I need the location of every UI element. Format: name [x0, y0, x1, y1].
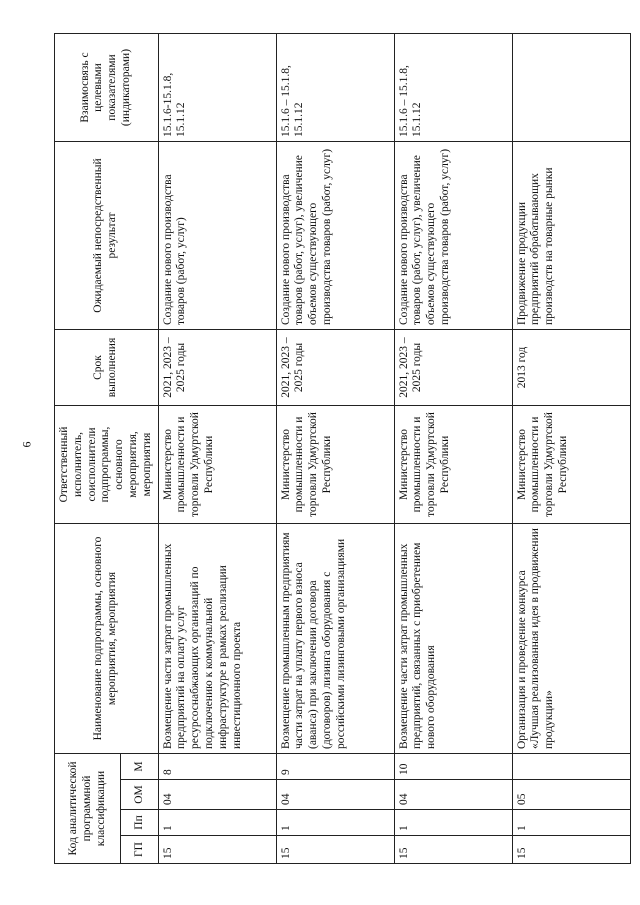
- cell-executor: Министерство промышленности и торговли Удмуртской Республики: [394, 406, 512, 524]
- cell-m: 10: [394, 754, 512, 780]
- cell-result: Продвижение продукции предприятий обрабатывающих производств на товарные рынки: [512, 142, 630, 330]
- rotated-page-content: [54, 34, 607, 864]
- cell-link: [512, 34, 630, 142]
- cell-term: 2021, 2023 – 2025 годы: [394, 330, 512, 406]
- cell-gp: 15: [158, 836, 276, 864]
- header-m: М: [121, 754, 158, 780]
- cell-term: 2021, 2023 – 2025 годы: [158, 330, 276, 406]
- cell-pp: 1: [276, 810, 394, 836]
- cell-om: 04: [276, 780, 394, 810]
- cell-executor: Министерство промышленности и торговли Удмуртской Республики: [512, 406, 630, 524]
- header-result: Ожидаемый непосредственный результат: [55, 142, 159, 330]
- cell-executor: Министерство промышленности и торговли Удмуртской Республики: [276, 406, 394, 524]
- cell-om: 04: [394, 780, 512, 810]
- header-term: Срок выполнения: [55, 330, 159, 406]
- program-activities-table: [54, 33, 631, 864]
- cell-name: Возмещение части затрат промышленных предприятий на оплату услуг ресурсоснабжающих организаций по подключению к коммунальной инфраструктуре в рамках реализации инвестиционного проекта: [158, 524, 276, 754]
- cell-pp: 1: [512, 810, 630, 836]
- cell-executor: Министерство промышленности и торговли Удмуртской Республики: [158, 406, 276, 524]
- header-gp: ГП: [121, 836, 158, 864]
- cell-om: 05: [512, 780, 630, 810]
- page-number: 6: [19, 441, 34, 448]
- cell-link: 15.1.6-15.1.8, 15.1.12: [158, 34, 276, 142]
- cell-name: Возмещение части затрат промышленных предприятий, связанных с приобретением нового оборудования: [394, 524, 512, 754]
- table-row: [394, 34, 512, 864]
- cell-link: 15.1.6 – 15.1.8, 15.1.12: [276, 34, 394, 142]
- cell-result: Создание нового производства товаров (работ, услуг), увеличение объемов существующего производства товаров (работ, услуг): [276, 142, 394, 330]
- cell-name: Возмещение промышленным предприятиям части затрат на уплату первого взноса (аванса) при заключении договора (договоров) лизинга оборудования с российскими лизинговыми организациями: [276, 524, 394, 754]
- header-link: Взаимосвязь с целевыми показателями (индикаторами): [55, 34, 159, 142]
- cell-link: 15.1.6 – 15.1.8, 15.1.12: [394, 34, 512, 142]
- cell-result: Создание нового производства товаров (работ, услуг): [158, 142, 276, 330]
- header-name: Наименование подпрограммы, основного мероприятия, мероприятия: [55, 524, 159, 754]
- cell-name: Организация и проведение конкурса «Лучшая реализованная идея в продвижении продукции»: [512, 524, 630, 754]
- table-row: [512, 34, 630, 864]
- cell-gp: 15: [512, 836, 630, 864]
- cell-pp: 1: [394, 810, 512, 836]
- cell-gp: 15: [276, 836, 394, 864]
- header-code-group: Код аналитической программной классификации: [55, 754, 121, 864]
- table-row: [276, 34, 394, 864]
- cell-result: Создание нового производства товаров (работ, услуг), увеличение объемов существующего производства товаров (работ, услуг): [394, 142, 512, 330]
- cell-term: 2013 год: [512, 330, 630, 406]
- cell-m: 8: [158, 754, 276, 780]
- header-om: ОМ: [121, 780, 158, 810]
- cell-pp: 1: [158, 810, 276, 836]
- table-row: [158, 34, 276, 864]
- cell-gp: 15: [394, 836, 512, 864]
- header-pp: Пп: [121, 810, 158, 836]
- cell-m: 9: [276, 754, 394, 780]
- cell-term: 2021, 2023 – 2025 годы: [276, 330, 394, 406]
- cell-om: 04: [158, 780, 276, 810]
- cell-m: [512, 754, 630, 780]
- header-executor: Ответственный исполнитель, соисполнители подпрограммы, основного мероприятия, мероприятия: [55, 406, 159, 524]
